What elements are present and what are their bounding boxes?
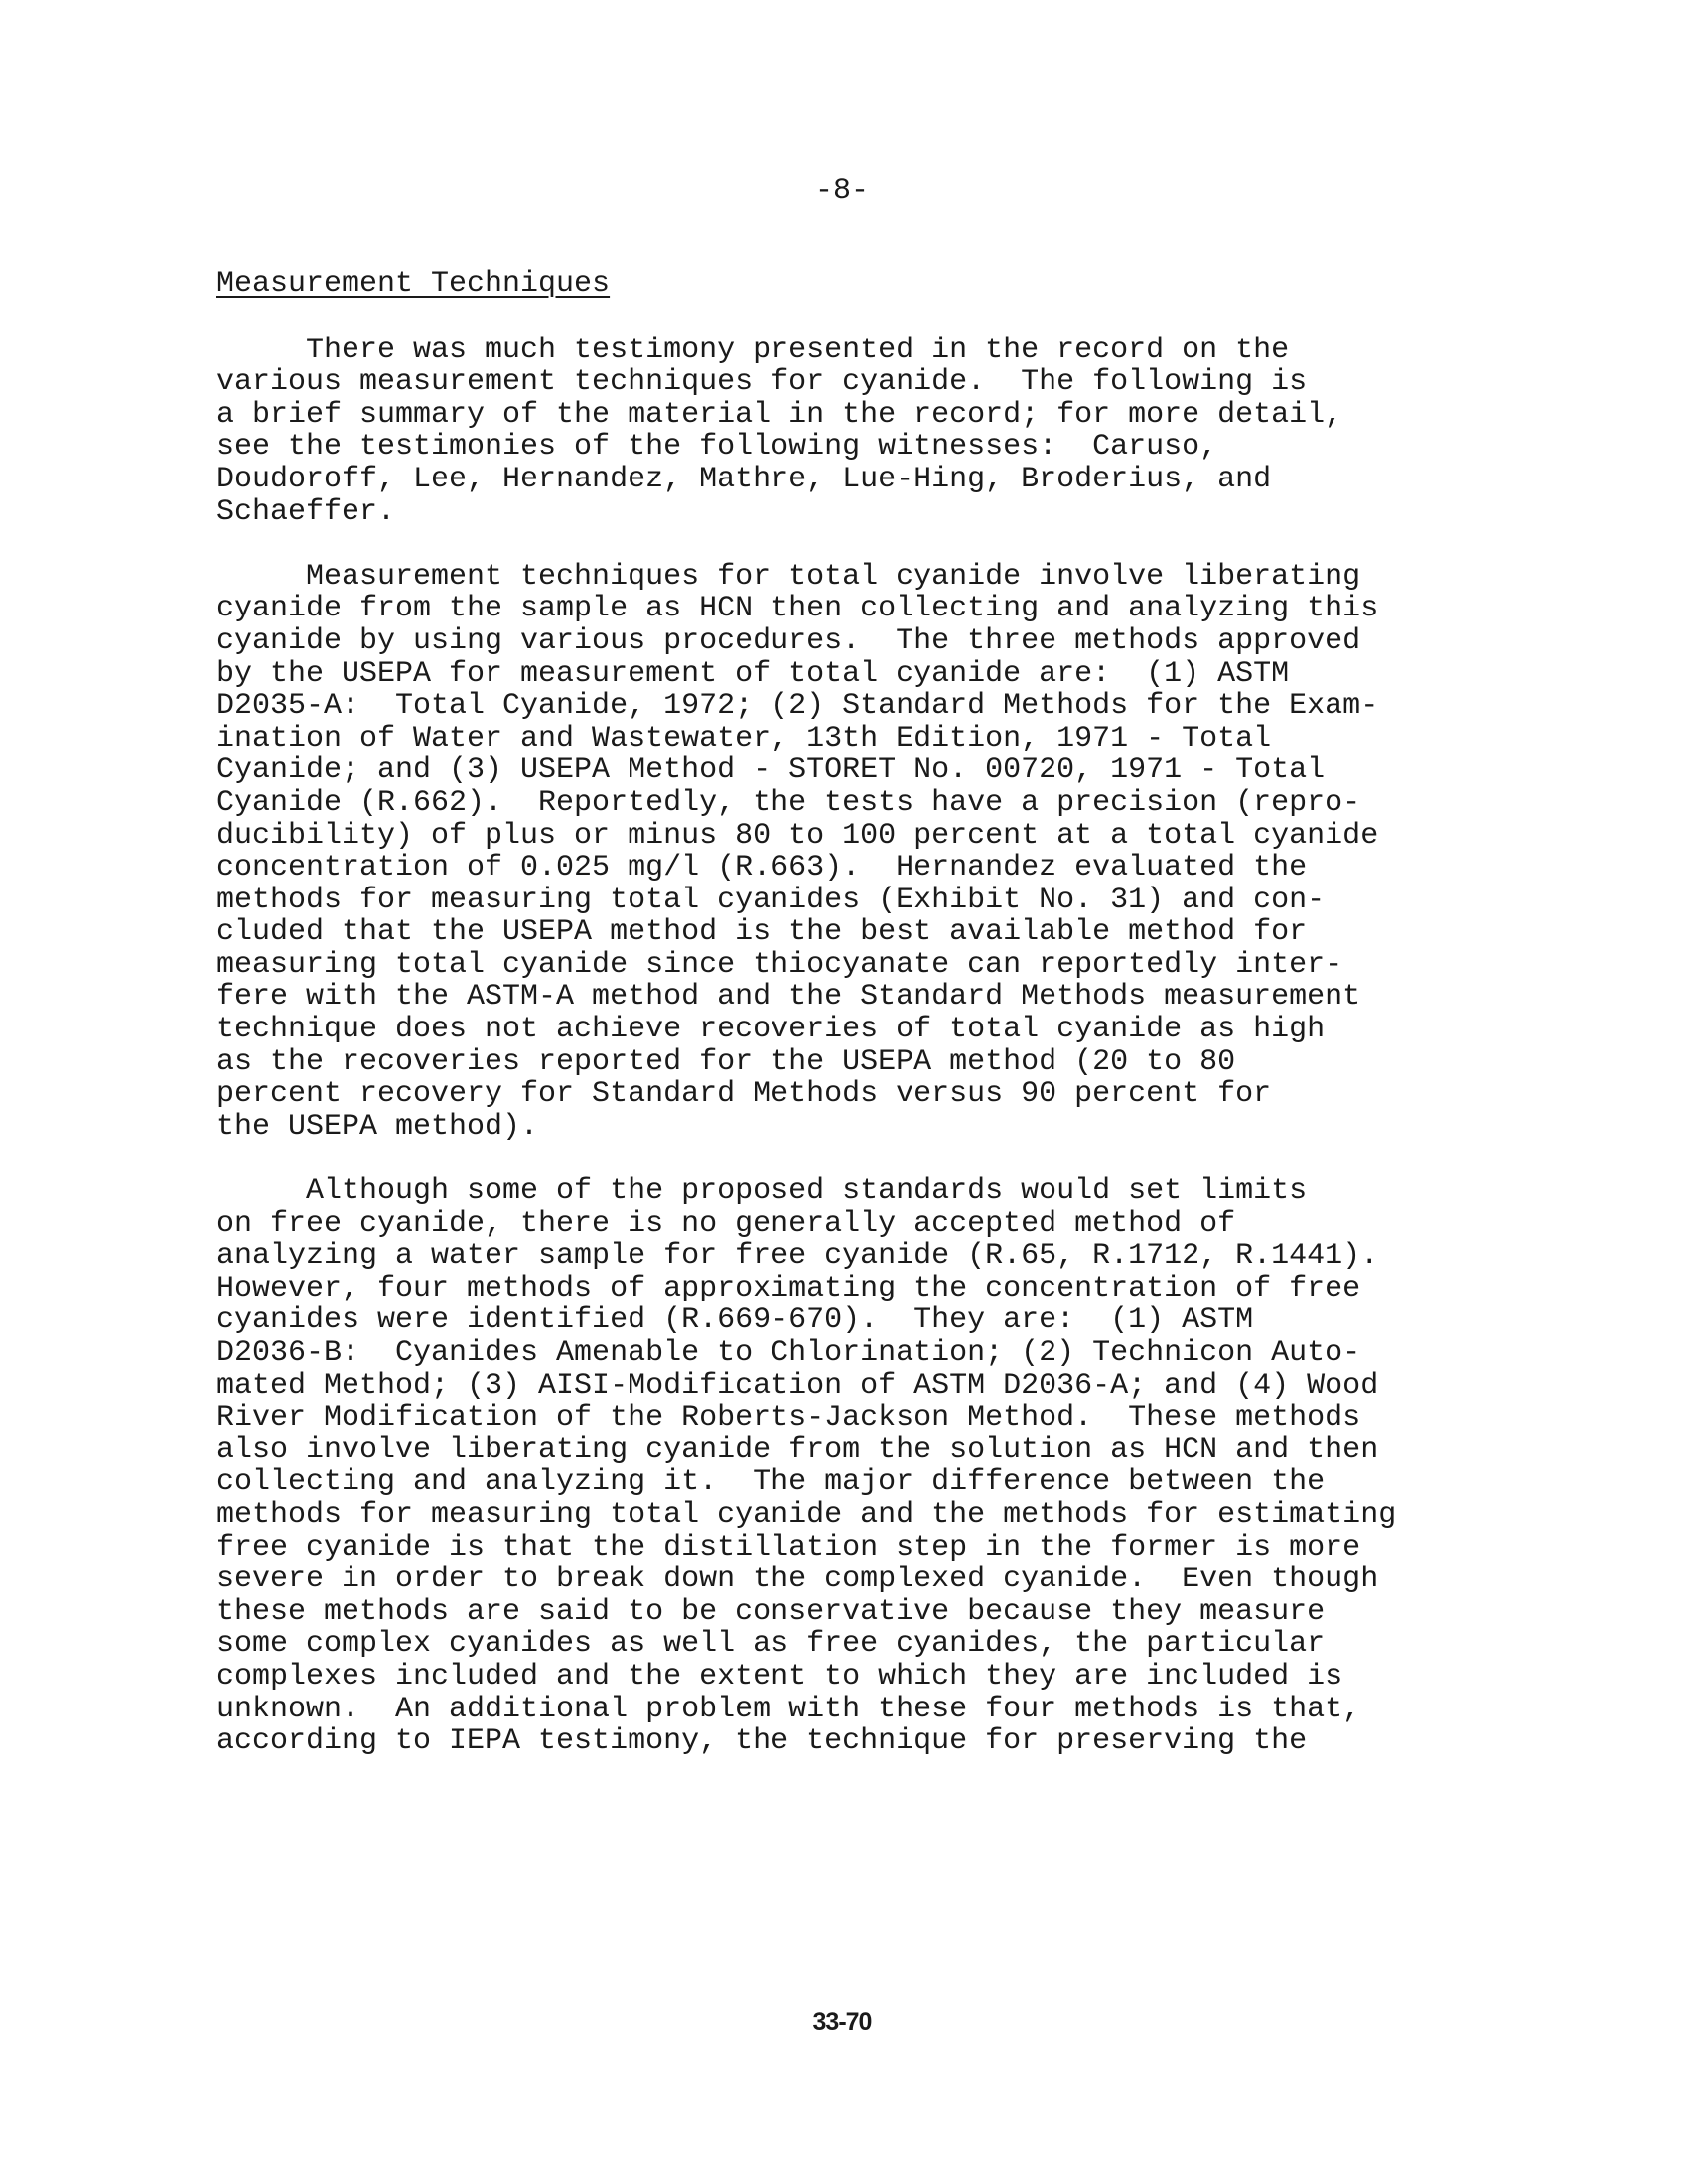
text-line: cyanide from the sample as HCN then collecting and analyzing this — [216, 592, 1379, 626]
text-line: various measurement techniques for cyanide. The following is — [216, 365, 1308, 400]
text-line: see the testimonies of the following witnesses: Caruso, — [216, 430, 1218, 465]
text-line: D2036-B: Cyanides Amenable to Chlorination; (2) Technicon Auto- — [216, 1336, 1361, 1370]
text-line: analyzing a water sample for free cyanide (R.65, R.1712, R.1441). — [216, 1239, 1379, 1274]
text-line: unknown. An additional problem with these four methods is that, — [216, 1692, 1361, 1726]
paragraph-testimony-summary — [216, 335, 1547, 529]
text-line: some complex cyanides as well as free cyanides, the particular — [216, 1627, 1326, 1662]
text-line: Cyanide; and (3) USEPA Method - STORET No. 00720, 1971 - Total — [216, 753, 1326, 788]
text-line: on free cyanide, there is no generally accepted method of — [216, 1206, 1236, 1241]
text-line: Measurement techniques for total cyanide involve liberating — [216, 559, 1361, 594]
text-line: There was much testimony presented in the record on the — [216, 333, 1290, 367]
paragraph-free-cyanide-methods — [216, 1175, 1547, 1758]
text-line: according to IEPA testimony, the technique for preserving the — [216, 1724, 1308, 1759]
text-line: mated Method; (3) AISI-Modification of ASTM D2036-A; and (4) Wood — [216, 1368, 1379, 1403]
text-line: ducibility) of plus or minus 80 to 100 percent at a total cyanide — [216, 818, 1379, 853]
text-line: by the USEPA for measurement of total cyanide are: (1) ASTM — [216, 656, 1290, 691]
text-line: However, four methods of approximating the concentration of free — [216, 1271, 1361, 1305]
text-line: also involve liberating cyanide from the solution as HCN and then — [216, 1433, 1379, 1467]
paragraph-total-cyanide-methods — [216, 561, 1547, 1144]
text-line: Schaeffer. — [216, 494, 396, 529]
text-line: these methods are said to be conservative because they measure — [216, 1594, 1326, 1629]
text-line: collecting and analyzing it. The major difference between the — [216, 1465, 1326, 1500]
page-number: -8- — [814, 174, 869, 207]
text-line: measuring total cyanide since thiocyanate can reportedly inter- — [216, 947, 1343, 982]
footer-page-code: 33-70 — [812, 2008, 872, 2036]
text-line: cyanides were identified (R.669-670). They are: (1) ASTM — [216, 1303, 1254, 1338]
text-line: cyanide by using various procedures. The three methods approved — [216, 623, 1361, 658]
text-line: ination of Water and Wastewater, 13th Edition, 1971 - Total — [216, 721, 1272, 755]
text-line: D2035-A: Total Cyanide, 1972; (2) Standard Methods for the Exam- — [216, 689, 1379, 724]
text-line: concentration of 0.025 mg/l (R.663). Hernandez evaluated the — [216, 851, 1308, 886]
section-body — [216, 268, 1547, 1790]
text-line: technique does not achieve recoveries of total cyanide as high — [216, 1013, 1326, 1047]
text-line: River Modification of the Roberts-Jackson Method. These methods — [216, 1401, 1361, 1435]
text-line: percent recovery for Standard Methods versus 90 percent for — [216, 1077, 1272, 1112]
text-line: cluded that the USEPA method is the best available method for — [216, 915, 1308, 950]
text-line: a brief summary of the material in the record; for more detail, — [216, 397, 1343, 432]
text-line: the USEPA method). — [216, 1109, 539, 1144]
text-line: methods for measuring total cyanides (Exhibit No. 31) and con- — [216, 883, 1326, 917]
text-line: complexes included and the extent to which they are included is — [216, 1659, 1343, 1694]
text-line: Doudoroff, Lee, Hernandez, Mathre, Lue-Hing, Broderius, and — [216, 462, 1272, 496]
text-line: methods for measuring total cyanide and the methods for estimating — [216, 1497, 1397, 1532]
text-line: Cyanide (R.662). Reportedly, the tests have a precision (repro- — [216, 785, 1361, 820]
section-heading: Measurement Techniques — [216, 267, 611, 301]
text-line: severe in order to break down the complexed cyanide. Even though — [216, 1563, 1379, 1597]
text-line: as the recoveries reported for the USEPA method (20 to 80 — [216, 1044, 1236, 1079]
text-line: free cyanide is that the distillation step in the former is more — [216, 1530, 1361, 1565]
text-line: fere with the ASTM-A method and the Standard Methods measurement — [216, 980, 1361, 1015]
text-line: Although some of the proposed standards would set limits — [216, 1174, 1308, 1209]
